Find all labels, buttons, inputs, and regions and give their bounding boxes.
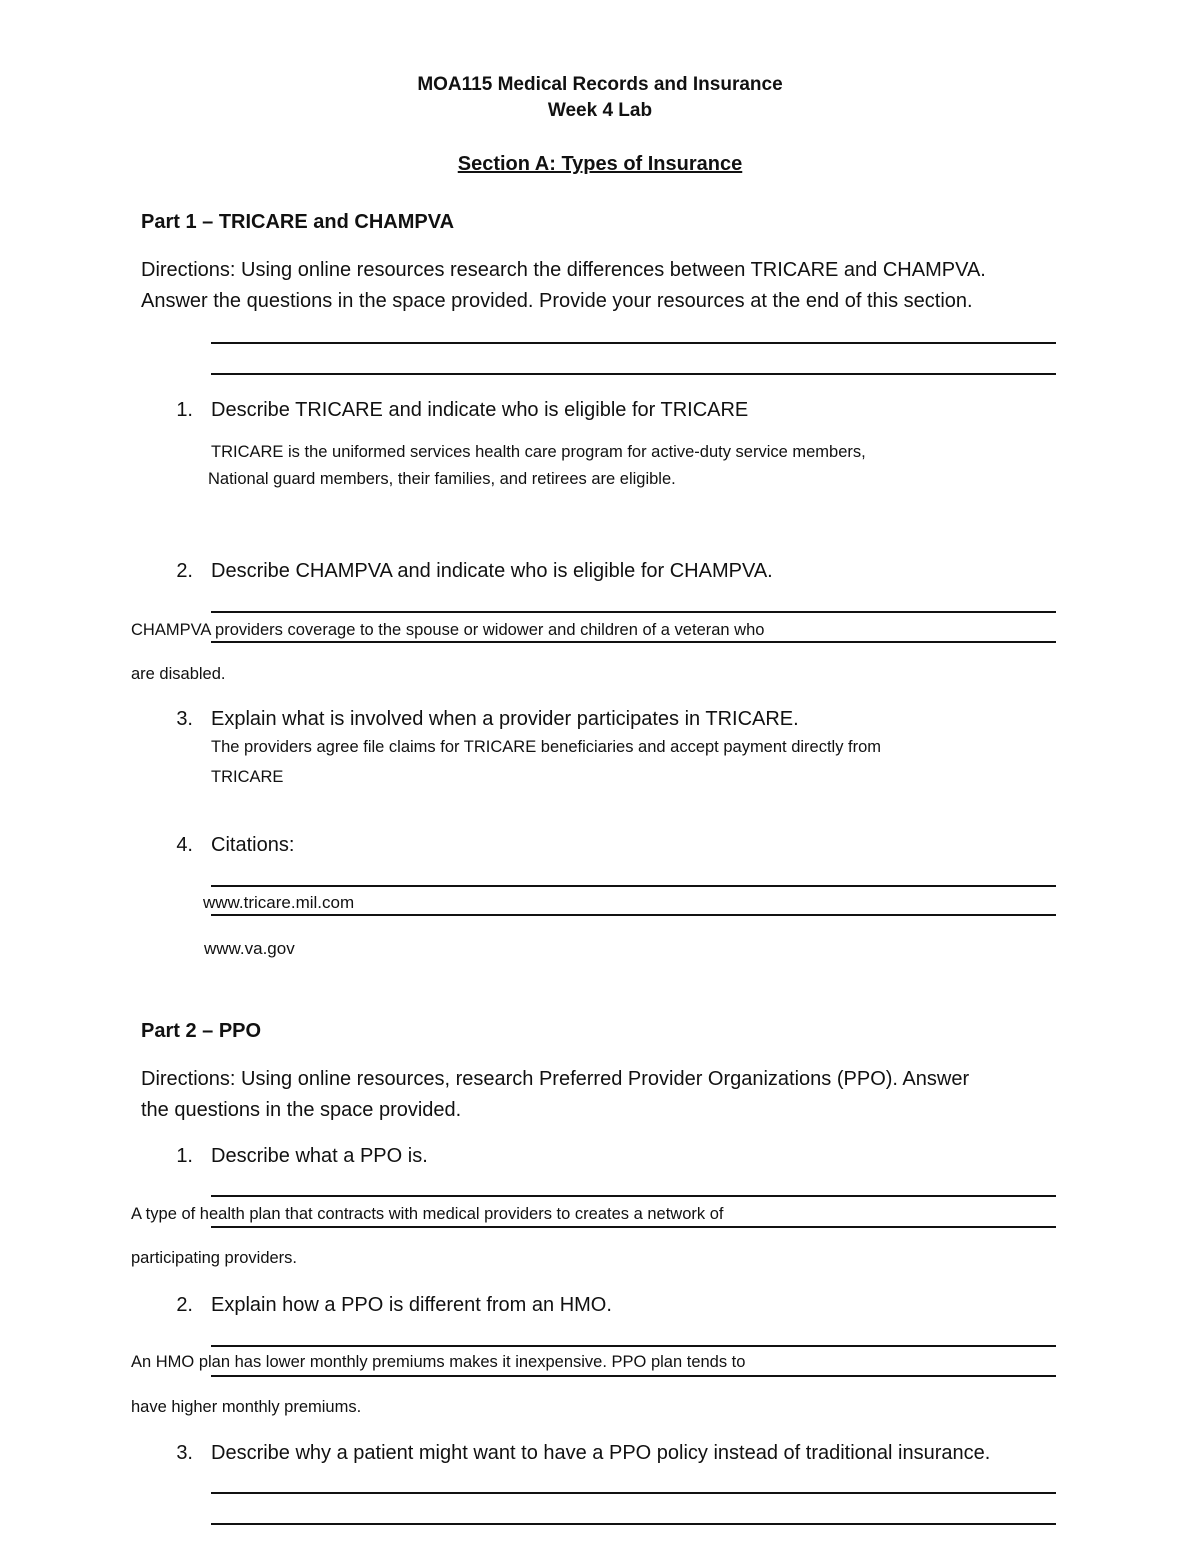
- q3-answer-line1: The providers agree file claims for TRICARE beneficiaries and accept payment directly from: [211, 738, 882, 756]
- answer-rule: [211, 1523, 1056, 1525]
- p2-q2-answer-line1: An HMO plan has lower monthly premiums makes it inexpensive. PPO plan tends to: [131, 1353, 746, 1371]
- q3-number: 3.: [176, 708, 193, 730]
- q3-answer-line2: TRICARE: [211, 768, 284, 786]
- q1-question: Describe TRICARE and indicate who is eligible for TRICARE: [211, 399, 749, 421]
- part1-directions-line2: Answer the questions in the space provided. Provide your resources at the end of this section.: [141, 290, 973, 312]
- answer-rule: [211, 611, 1056, 613]
- course-title: MOA115 Medical Records and Insurance: [417, 74, 783, 95]
- p2-q3-question: Describe why a patient might want to have a PPO policy instead of traditional insurance.: [211, 1442, 991, 1464]
- p2-q3-number: 3.: [176, 1442, 193, 1464]
- q2-answer-line1: CHAMPVA providers coverage to the spouse or widower and children of a veteran who: [131, 621, 765, 639]
- citation-2: www.va.gov: [204, 939, 295, 958]
- answer-rule: [211, 373, 1056, 375]
- p2-q1-answer-line2: participating providers.: [131, 1249, 297, 1267]
- q2-question: Describe CHAMPVA and indicate who is eligible for CHAMPVA.: [211, 560, 773, 582]
- part2-directions-line1: Directions: Using online resources, research Preferred Provider Organizations (PPO). Answer: [141, 1068, 970, 1090]
- p2-q2-answer-line2: have higher monthly premiums.: [131, 1398, 362, 1416]
- part1-directions-line1: Directions: Using online resources research the differences between TRICARE and CHAMPVA.: [141, 259, 986, 281]
- p2-q1-number: 1.: [176, 1145, 193, 1167]
- q4-question: Citations:: [211, 834, 295, 856]
- p2-q2-question: Explain how a PPO is different from an HMO.: [211, 1294, 612, 1316]
- answer-rule: [211, 641, 1056, 643]
- answer-rule: [211, 1375, 1056, 1377]
- q1-answer-line1: TRICARE is the uniformed services health care program for active-duty service members,: [211, 443, 866, 461]
- q3-question: Explain what is involved when a provider participates in TRICARE.: [211, 708, 799, 730]
- part1-heading: Part 1 – TRICARE and CHAMPVA: [141, 211, 455, 233]
- q2-number: 2.: [176, 560, 193, 582]
- lab-title: Week 4 Lab: [547, 100, 653, 121]
- part2-directions-line2: the questions in the space provided.: [141, 1099, 462, 1121]
- p2-q2-number: 2.: [176, 1294, 193, 1316]
- q1-number: 1.: [176, 399, 193, 421]
- p2-q1-answer-line1: A type of health plan that contracts with medical providers to creates a network of: [131, 1205, 724, 1223]
- answer-rule: [211, 1226, 1056, 1228]
- answer-rule: [211, 1345, 1056, 1347]
- citation-1: www.tricare.mil.com: [203, 893, 355, 912]
- answer-rule: [211, 342, 1056, 344]
- answer-rule: [211, 885, 1056, 887]
- q4-number: 4.: [176, 834, 193, 856]
- answer-rule: [211, 1195, 1056, 1197]
- section-a-title: Section A: Types of Insurance: [457, 153, 743, 175]
- part2-heading: Part 2 – PPO: [141, 1020, 262, 1042]
- answer-rule: [211, 914, 1056, 916]
- q1-answer-line2: National guard members, their families, and retirees are eligible.: [208, 470, 676, 488]
- q2-answer-line2: are disabled.: [131, 665, 226, 683]
- answer-rule: [211, 1492, 1056, 1494]
- p2-q1-question: Describe what a PPO is.: [211, 1145, 428, 1167]
